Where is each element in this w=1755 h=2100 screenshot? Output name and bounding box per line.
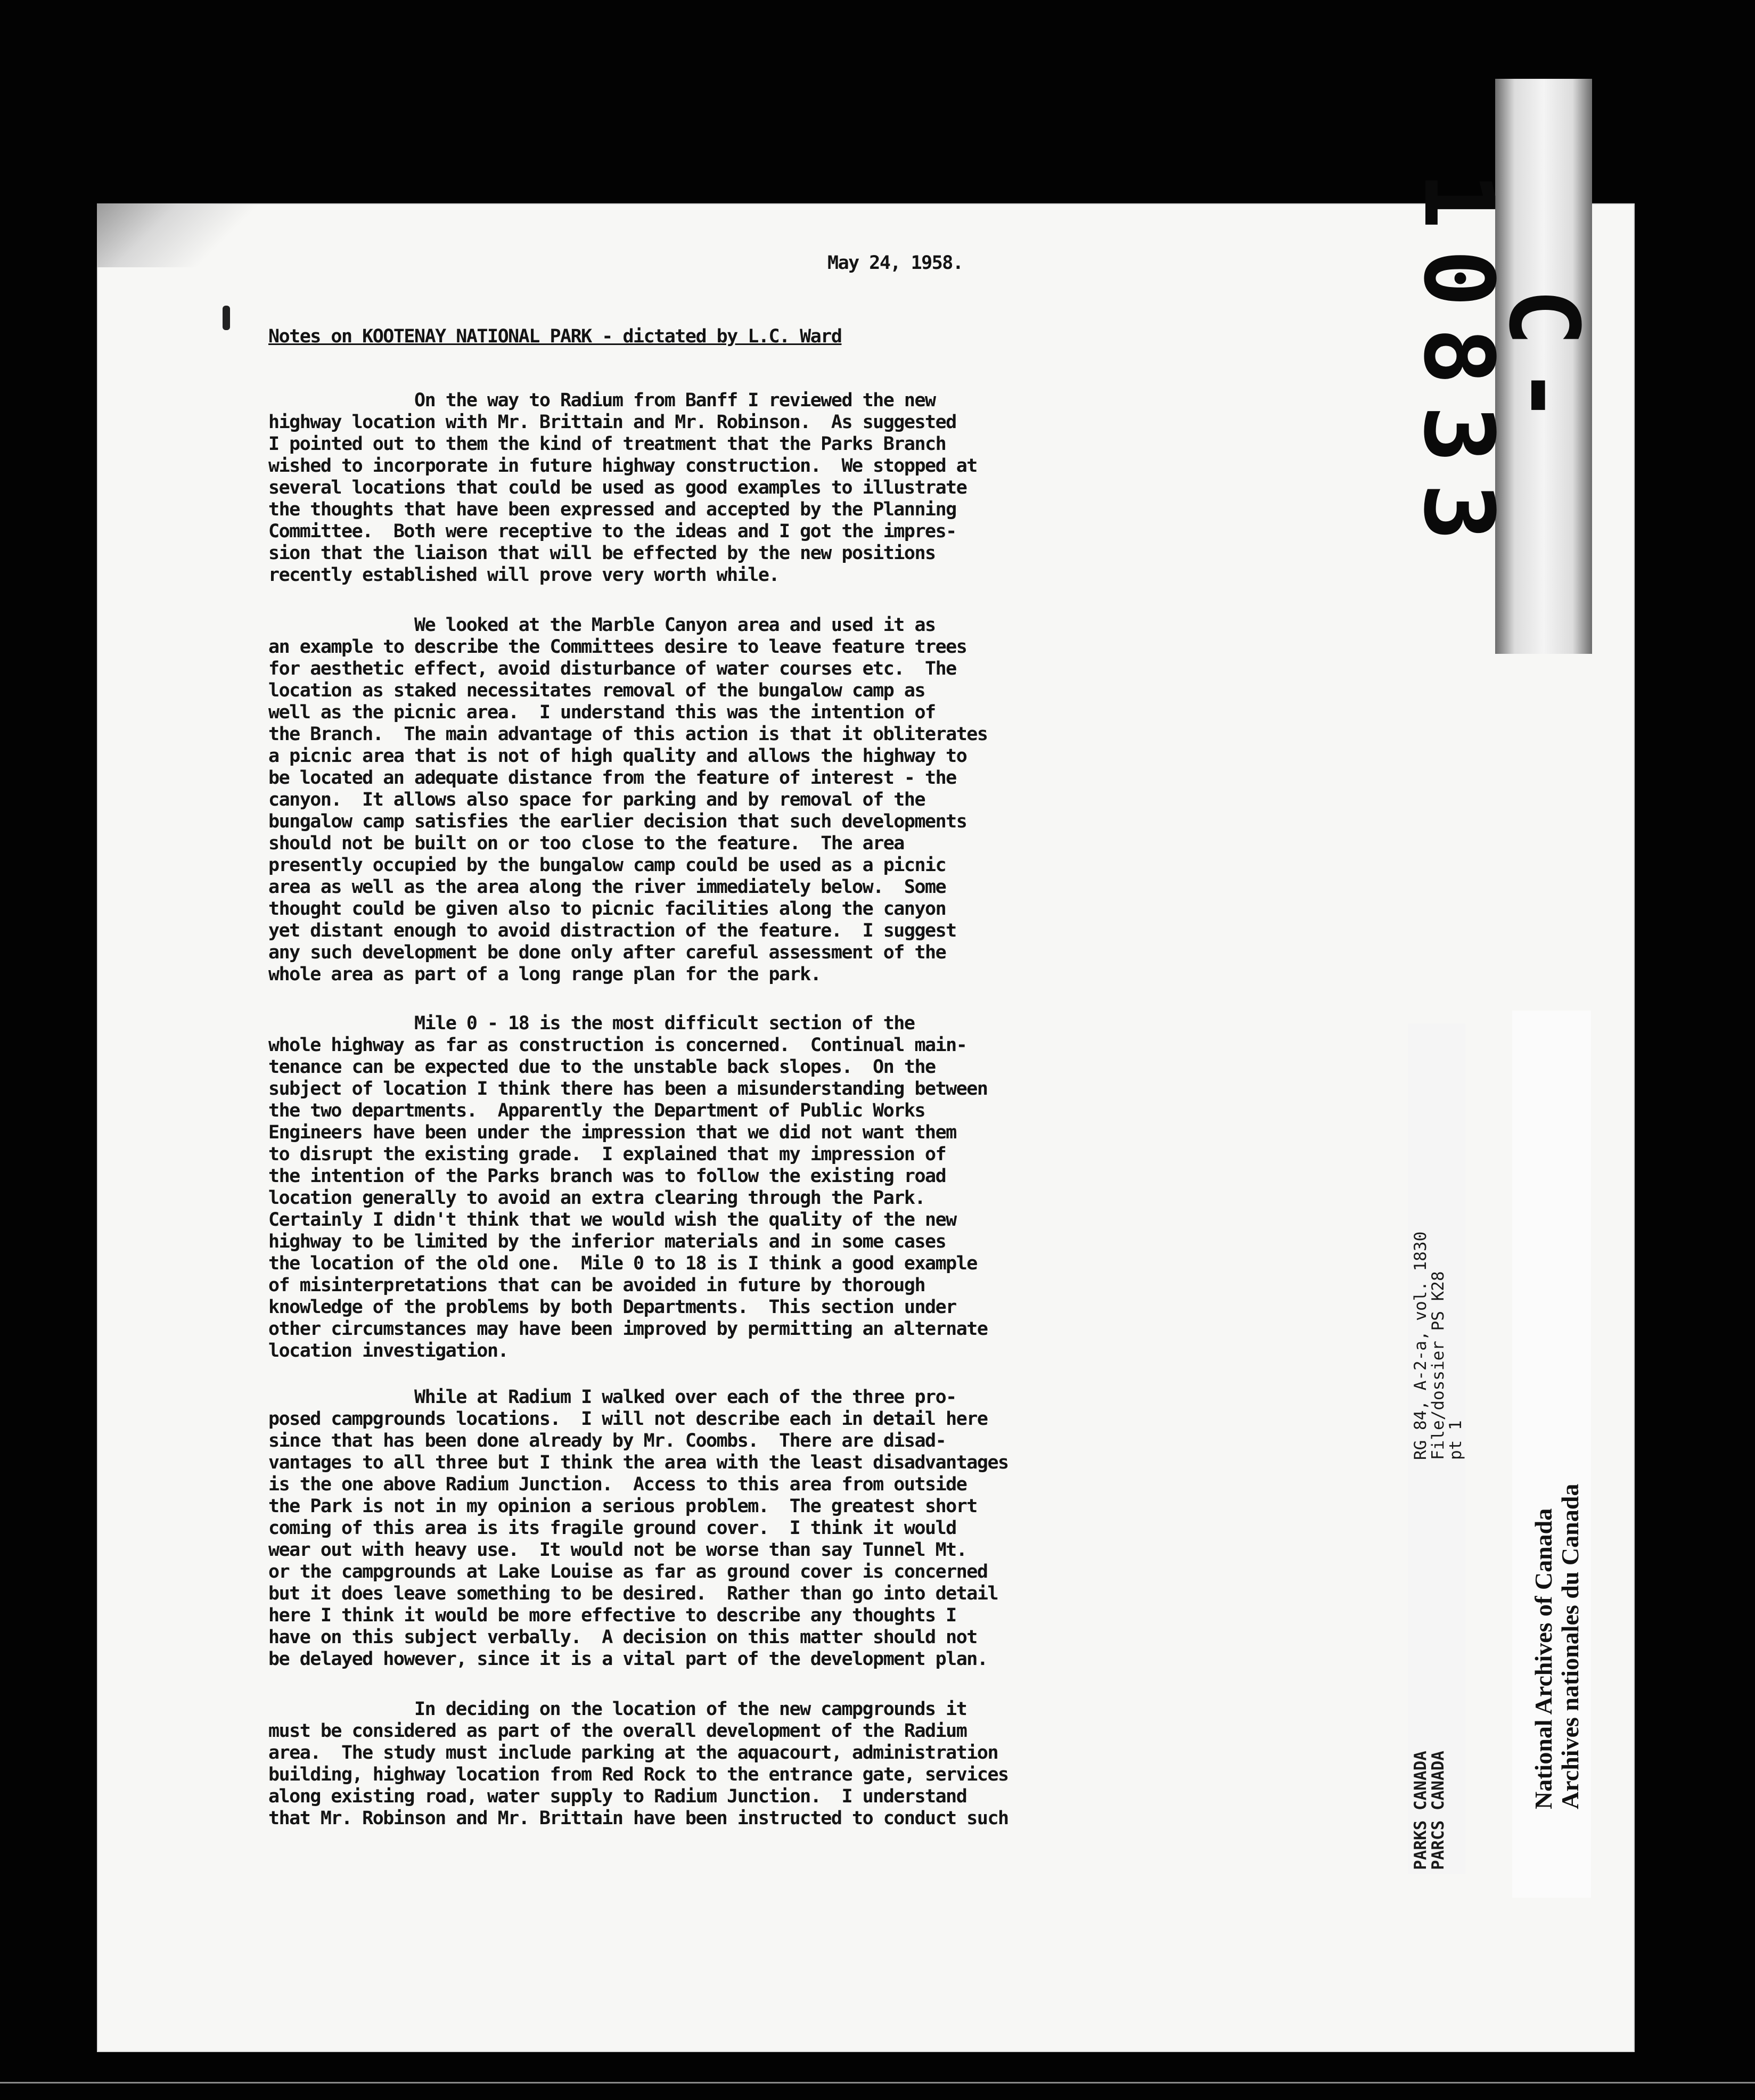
national-archives-label: National Archives of Canada Archives nationales du Canada — [1530, 1483, 1584, 1809]
staple-mark — [223, 306, 230, 330]
paragraph-campgrounds: While at Radium I walked over each of the three pro- posed campgrounds locations. I will not describe each in detail here since that has been done already by Mr. Coombs. There are disad- vantages to all three but I think the area with the least disadvantages is the one above Radium Junction. Access to this area from outside the Park is not in my opinion a serious problem. The greatest short coming of this area is its fragile ground cover. I think it would wear out with heavy use. It would not be worse than say Tunnel Mt. or the campgrounds at Lake Louise as far as ground cover is concerned but it does leave something to be desired. Rather than go into detail here I think it would be more effective to describe any thoughts I have on this subject verbally. A decision on this matter should not be delayed however, since it is a vital part of the development plan. — [268, 1387, 1008, 1670]
frame-edge-line — [0, 2082, 1755, 2083]
folded-corner — [97, 203, 267, 267]
document-title: Notes on KOOTENAY NATIONAL PARK - dictated by L.C. Ward — [268, 326, 842, 347]
letter-date: May 24, 1958. — [827, 252, 963, 274]
paragraph-campground-location: In deciding on the location of the new campgrounds it must be considered as part of the overall development of the Radium area. The study must include parking at the aquacourt, administration building, highway location from Red Rock to the entrance gate, services along existing road, water supply to Radium Junction. I understand that Mr. Robinson and Mr. Brittain have been instructed to conduct such — [268, 1699, 1008, 1829]
reel-number: C-10833 — [1403, 171, 1599, 561]
national-archives-strip — [1512, 1011, 1591, 1898]
paragraph-marble-canyon: We looked at the Marble Canyon area and used it as an example to describe the Committees desire to leave feature trees for aesthetic effect, avoid disturbance of water courses etc. The location as staked necessitates removal of the bungalow camp as well as the picnic area. I understand this was the intention of the Branch. The main advantage of this action is that it obliterates a picnic area that is not of high quality and allows the highway to be located an adequate distance from the feature of interest - the canyon. It allows also space for parking and by removal of the bungalow camp satisfies the earlier decision that such developments should not be built on or too close to the feature. The area presently occupied by the bungalow camp could be used as a picnic area as well as the area along the river immediately below. Some thought could be given also to picnic facilities along the canyon yet distant enough to avoid distraction of the feature. I suggest any such development be done only after careful assessment of the whole area as part of a long range plan for the park. — [268, 614, 988, 985]
paragraph-mile-0-18: Mile 0 - 18 is the most difficult section of the whole highway as far as construction is concerned. Continual main- tenance can be expected due to the unstable back slopes. On the subject of location I think there has been a misunderstanding between the two departments. Apparently the Department of Public Works Engineers have been under the impression that we did not want them to disrupt the existing grade. I explained that my impression of the intention of the Parks branch was to follow the existing road location generally to avoid an extra clearing through the Park. Certainly I didn't think that we would wish the quality of the new highway to be limited by the inferior materials and in some cases the location of the old one. Mile 0 to 18 is I think a good example of misinterpretations that can be avoided in future by thorough knowledge of the problems by both Departments. This section under other circumstances may have been improved by permitting an alternate location investigation. — [268, 1013, 988, 1361]
parks-canada-label: PARKS CANADA PARCS CANADA — [1411, 1751, 1448, 1870]
file-reference: RG 84, A-2-a, vol. 1830 File/dossier PS K28 pt 1 — [1411, 1231, 1465, 1460]
file-reference-strip — [1408, 1023, 1465, 1874]
paragraph-highway-review: On the way to Radium from Banff I reviewed the new highway location with Mr. Brittain and Mr. Robinson. As suggested I pointed out to them the kind of treatment that the Parks Branch wished to incorporate in future highway construction. We stopped at several locations that could be used as good examples to illustrate the thoughts that have been expressed and accepted by the Planning Committee. Both were receptive to the ideas and I got the impres- sion that the liaison that will be effected by the new positions recently established will prove very worth while. — [268, 390, 977, 586]
microfilm-reel-label — [1403, 79, 1599, 654]
